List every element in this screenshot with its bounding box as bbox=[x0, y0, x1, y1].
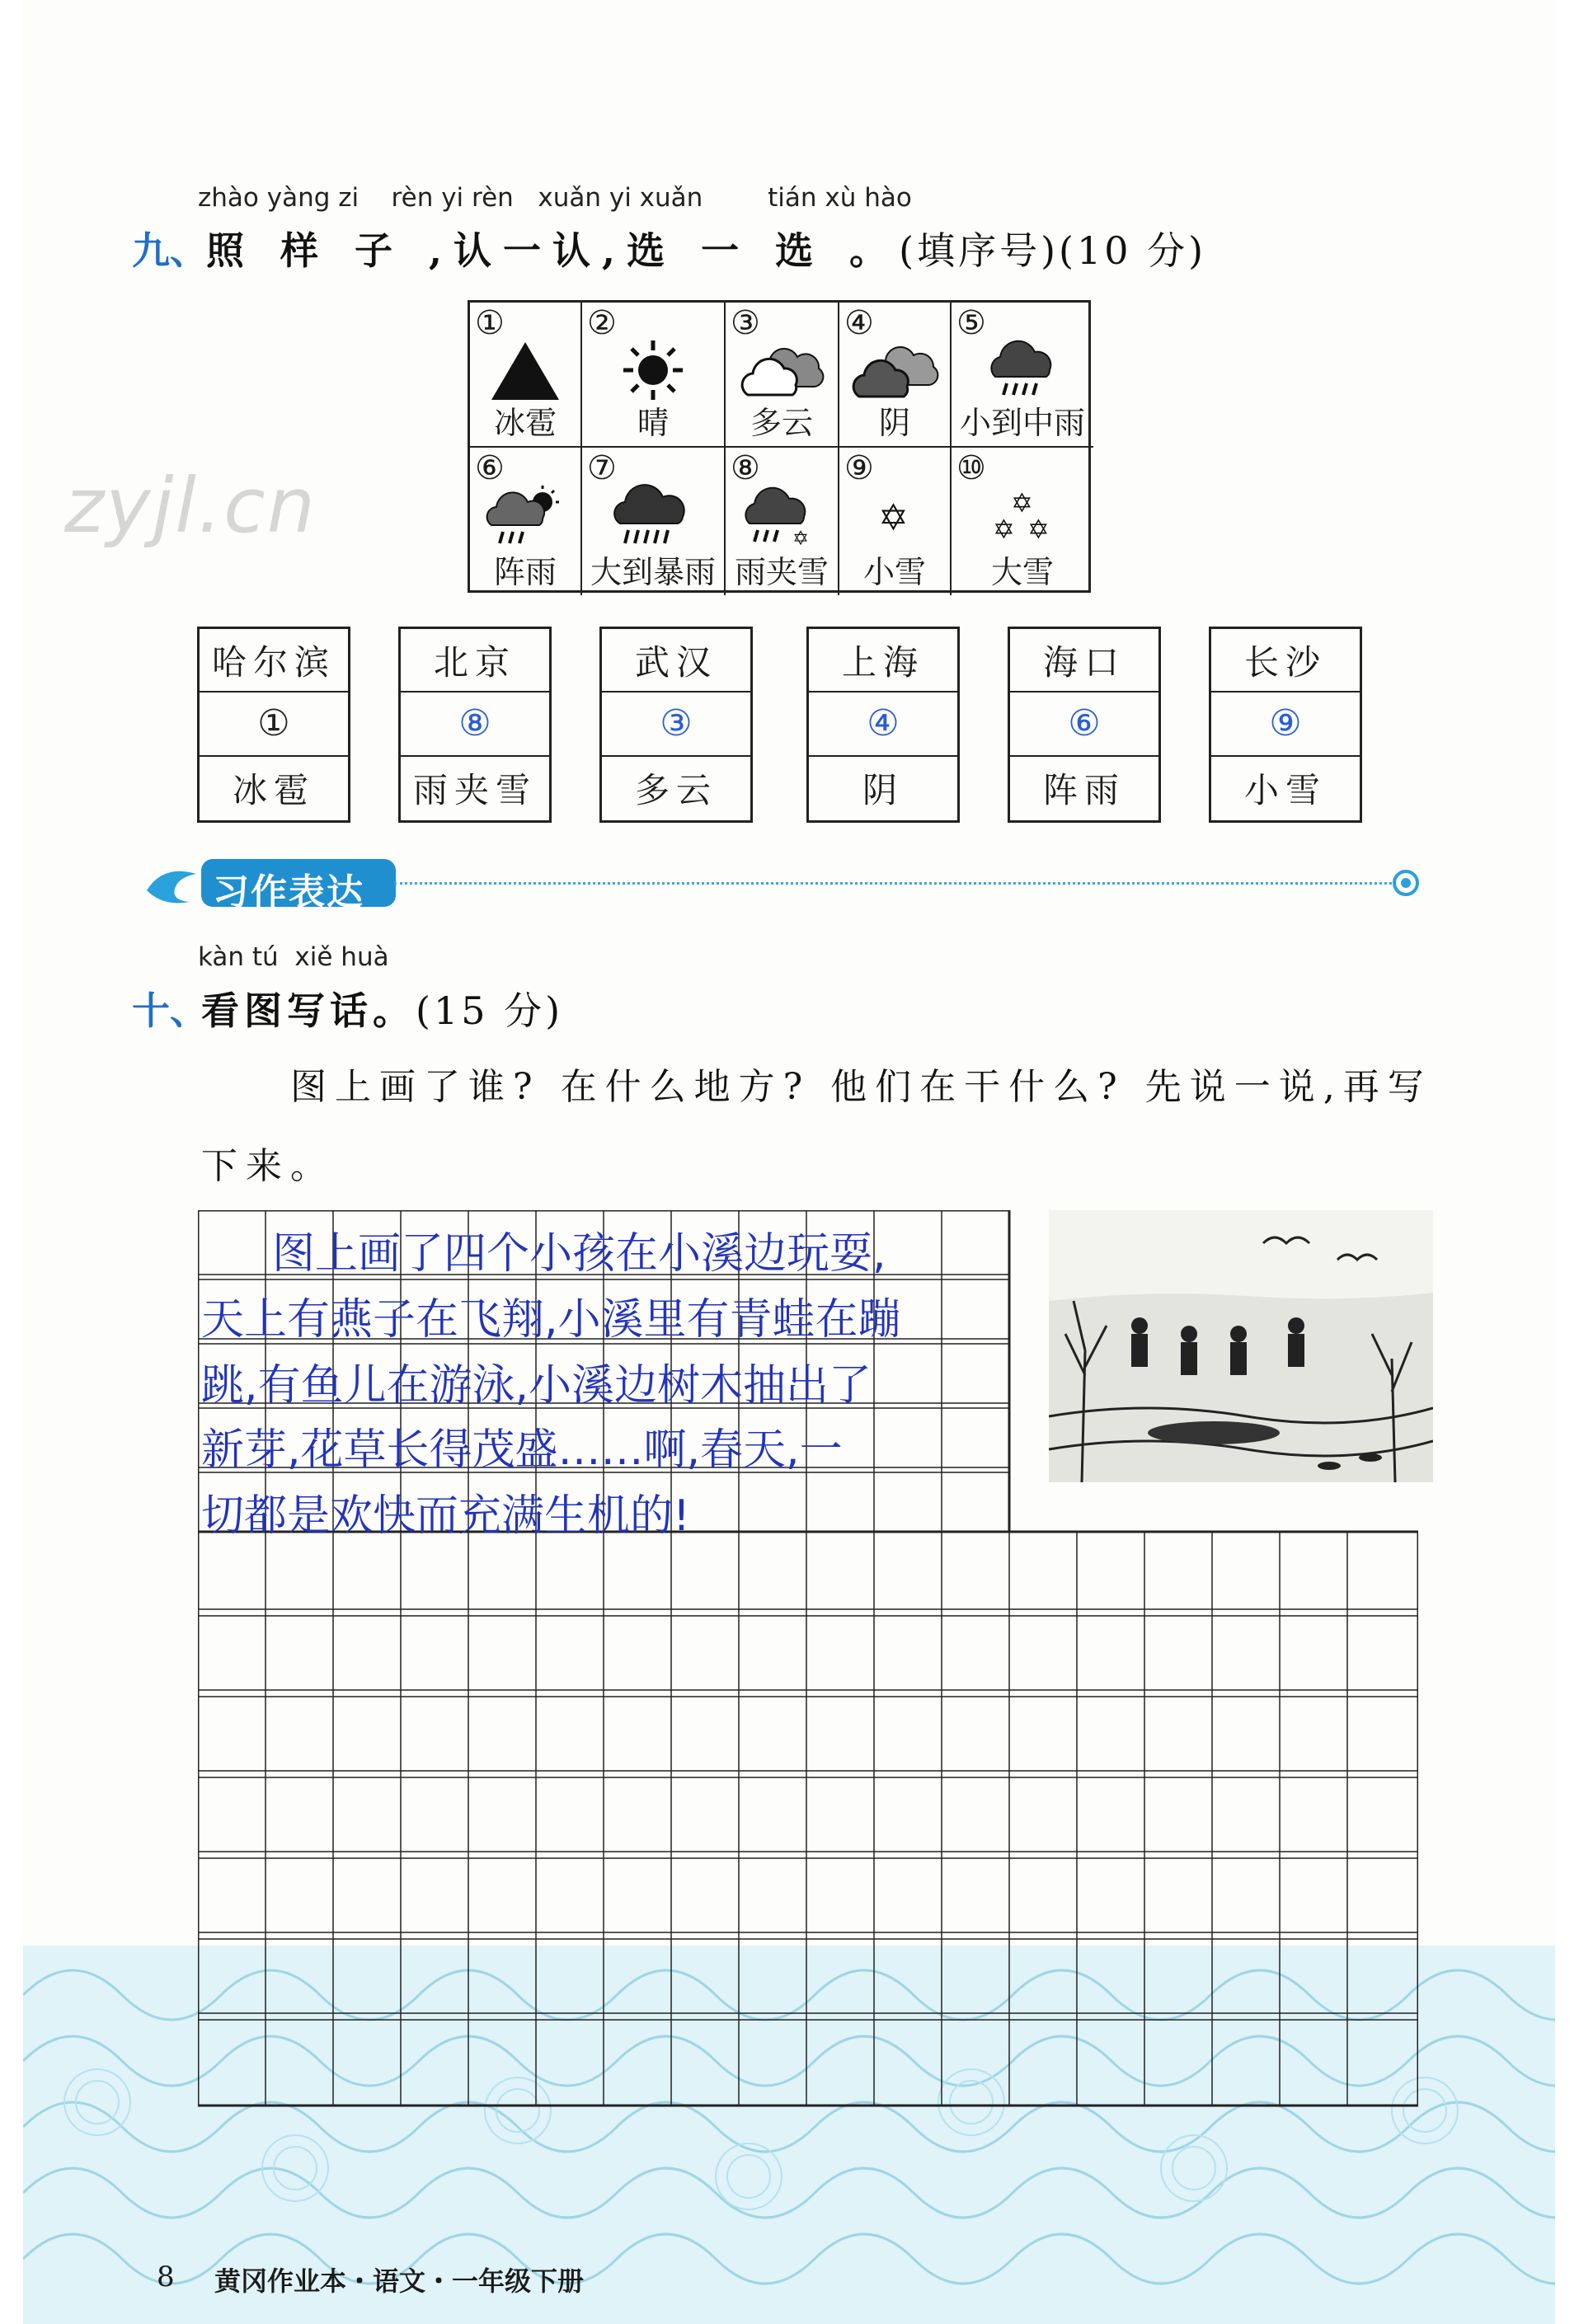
light-snow-icon bbox=[862, 482, 928, 548]
q10-number: 十、 bbox=[132, 988, 208, 1033]
weather-cell-cloudy bbox=[726, 303, 839, 448]
answer-line-4: 新芽,花草长得茂盛……啊,春天,一 bbox=[201, 1425, 843, 1475]
weather-name: 雨夹雪 bbox=[412, 770, 537, 811]
weather-name: 冰雹 bbox=[232, 770, 315, 811]
weather-label: 雨夹雪 bbox=[734, 554, 829, 590]
section-title: 习作表达 bbox=[213, 871, 364, 913]
weather-label: 小雪 bbox=[862, 554, 926, 590]
weather-label: 小到中雨 bbox=[959, 405, 1085, 441]
spring-scene-illustration bbox=[1049, 1210, 1433, 1482]
weather-name: 阵雨 bbox=[1042, 770, 1126, 811]
city-name: 北京 bbox=[401, 629, 549, 693]
svg-text:✡: ✡ bbox=[1027, 514, 1050, 545]
svg-text:✡: ✡ bbox=[792, 527, 810, 548]
weather-number: ⑤ bbox=[956, 304, 986, 342]
weather-label: 冰雹 bbox=[493, 405, 557, 441]
city-card-beijing bbox=[398, 627, 552, 823]
weather-number: ③ bbox=[731, 304, 760, 342]
city-name: 哈尔滨 bbox=[200, 629, 348, 693]
q10-title bbox=[201, 981, 563, 1035]
overcast-icon bbox=[849, 337, 940, 403]
weather-name: 小雪 bbox=[1243, 770, 1327, 811]
answer-field[interactable]: ① bbox=[200, 693, 348, 756]
weather-cell-sunny bbox=[582, 303, 726, 448]
q10-title-text: 看图写话。 bbox=[201, 988, 416, 1033]
weather-label: 大雪 bbox=[990, 554, 1054, 590]
svg-text:✡: ✡ bbox=[1011, 487, 1033, 519]
weather-cell-overcast bbox=[839, 303, 952, 448]
weather-cell-shower bbox=[470, 448, 582, 595]
weather-number: ⑥ bbox=[475, 449, 505, 487]
weather-label: 多云 bbox=[750, 405, 813, 441]
weather-number: ⑦ bbox=[587, 449, 617, 487]
weather-label: 阴 bbox=[878, 405, 910, 441]
banner-end-icon bbox=[1392, 869, 1420, 897]
q9-score: (填序号)(10 分) bbox=[899, 228, 1207, 273]
triangle-hail-icon bbox=[488, 337, 562, 403]
weather-number: ⑨ bbox=[844, 449, 874, 487]
answer-field[interactable]: ⑨ bbox=[1211, 693, 1360, 756]
cloudy-icon bbox=[736, 337, 827, 403]
city-name: 武汉 bbox=[602, 629, 750, 693]
weather-label: 大到暴雨 bbox=[590, 554, 716, 590]
weather-number: ④ bbox=[844, 304, 874, 342]
weather-symbol-table bbox=[468, 300, 1091, 593]
answer-field[interactable]: ⑥ bbox=[1010, 693, 1158, 756]
q9-pinyin: zhào yàng zi rèn yi rèn xuǎn yi xuǎn tián xù hào bbox=[198, 183, 912, 213]
heavy-rain-icon bbox=[604, 482, 703, 548]
weather-number: ② bbox=[587, 304, 617, 342]
q9-title-text: 照 样 子 ,认一认,选 一 选 。 bbox=[206, 228, 900, 273]
section-banner bbox=[139, 857, 1425, 913]
watermark: zyjl.cn bbox=[64, 462, 317, 550]
q10-pinyin: kàn tú xiě huà bbox=[198, 942, 389, 972]
city-name: 海口 bbox=[1010, 629, 1158, 693]
answer-field[interactable]: ③ bbox=[602, 693, 750, 756]
rain-icon bbox=[977, 337, 1068, 403]
answer-line-2: 天上有燕子在飞翔,小溪里有青蛙在蹦 bbox=[201, 1295, 901, 1345]
city-name: 上海 bbox=[809, 629, 957, 693]
city-card-haikou bbox=[1008, 627, 1161, 823]
weather-number: ① bbox=[475, 304, 505, 342]
shower-icon bbox=[480, 482, 571, 548]
q10-instruction-line-2: 下来。 bbox=[201, 1145, 335, 1187]
weather-cell-heavy-snow bbox=[952, 448, 1093, 595]
weather-number: ⑩ bbox=[956, 449, 986, 487]
weather-cell-sleet bbox=[726, 448, 839, 595]
city-card-harbin bbox=[197, 627, 350, 823]
city-card-shanghai bbox=[806, 627, 960, 823]
banner-dotted-line bbox=[394, 882, 1392, 885]
city-card-changsha bbox=[1209, 627, 1362, 823]
weather-label: 晴 bbox=[637, 405, 669, 441]
q9-number: 九、 bbox=[132, 228, 208, 273]
answer-line-3: 跳,有鱼儿在游泳,小溪边树木抽出了 bbox=[201, 1361, 872, 1411]
weather-cell-rain bbox=[952, 303, 1093, 448]
weather-name: 阴 bbox=[862, 770, 904, 811]
q10-score: (15 分) bbox=[416, 988, 564, 1033]
city-name: 长沙 bbox=[1211, 629, 1360, 693]
book-title: 黄冈作业本・语文・一年级下册 bbox=[214, 2265, 585, 2297]
q10-instruction-line-1: 图上画了谁? 在什么地方? 他们在干什么? 先说一说,再写 bbox=[290, 1066, 1432, 1108]
weather-number: ⑧ bbox=[731, 449, 760, 487]
weather-cell-heavy-rain bbox=[582, 448, 726, 595]
answer-line-5: 切都是欢快而充满生机的! bbox=[201, 1491, 690, 1541]
sun-icon bbox=[620, 337, 686, 403]
svg-text:✡: ✡ bbox=[993, 514, 1015, 545]
sleet-icon bbox=[736, 482, 827, 548]
weather-label: 阵雨 bbox=[493, 554, 557, 590]
weather-cell-hail bbox=[470, 303, 582, 448]
answer-field[interactable]: ⑧ bbox=[401, 693, 549, 756]
heavy-snow-icon bbox=[981, 482, 1064, 548]
q9-title bbox=[206, 221, 1206, 275]
weather-cell-light-snow bbox=[839, 448, 952, 595]
svg-text:✡: ✡ bbox=[878, 497, 909, 539]
weather-name: 多云 bbox=[634, 770, 717, 811]
page-number: 8 bbox=[157, 2261, 175, 2293]
answer-field[interactable]: ④ bbox=[809, 693, 957, 756]
answer-line-1: 图上画了四个小孩在小溪边玩耍, bbox=[272, 1229, 886, 1279]
city-card-wuhan bbox=[599, 627, 753, 823]
